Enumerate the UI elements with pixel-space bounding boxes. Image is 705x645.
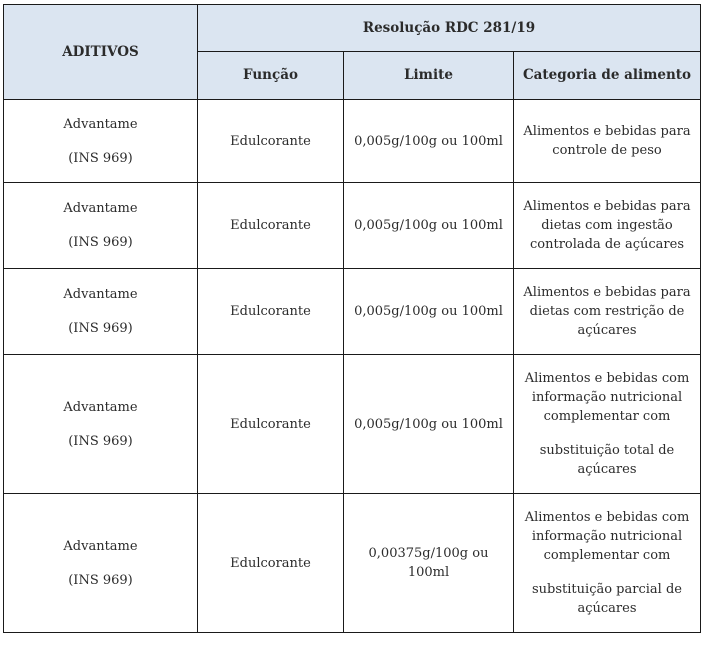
limite-cell: 0,00375g/100g ou 100ml (344, 494, 514, 633)
table-row (4, 494, 701, 633)
header-funcao: Função (198, 52, 344, 100)
funcao-cell: Edulcorante (198, 100, 344, 183)
header-resolucao: Resolução RDC 281/19 (198, 5, 701, 52)
header-limite: Limite (344, 52, 514, 100)
funcao-cell: Edulcorante (198, 494, 344, 633)
aditivo-code: (INS 969) (68, 150, 133, 166)
table-row (4, 100, 701, 183)
header-aditivos: ADITIVOS (4, 5, 198, 100)
funcao-cell: Edulcorante (198, 269, 344, 355)
table-row (4, 183, 701, 269)
limite-cell: 0,005g/100g ou 100ml (344, 355, 514, 494)
aditivo-cell (4, 494, 198, 633)
aditivo-cell (4, 269, 198, 355)
categoria-extra-text: substituição parcial de açúcares (532, 582, 682, 616)
limite-cell: 0,005g/100g ou 100ml (344, 100, 514, 183)
categoria-text: Alimentos e bebidas para controle de peso (523, 124, 691, 158)
additives-table (3, 4, 701, 633)
aditivo-name: Advantame (63, 399, 138, 415)
aditivo-name: Advantame (63, 287, 138, 302)
aditivo-name: Advantame (63, 116, 138, 132)
aditivo-cell (4, 355, 198, 494)
aditivo-cell (4, 183, 198, 269)
categoria-text: Alimentos e bebidas com informação nutricional complementar com (524, 510, 690, 563)
categoria-text: Alimentos e bebidas para dietas com restrição de açúcares (523, 285, 691, 338)
aditivo-code: (INS 969) (68, 235, 133, 250)
aditivo-name: Advantame (63, 538, 138, 554)
table-body (4, 100, 701, 633)
categoria-text: Alimentos e bebidas para dietas com ingestão controlada de açúcares (523, 199, 691, 252)
limite-cell: 0,005g/100g ou 100ml (344, 269, 514, 355)
aditivo-cell (4, 100, 198, 183)
categoria-text: Alimentos e bebidas com informação nutricional complementar com (524, 371, 690, 424)
funcao-cell: Edulcorante (198, 355, 344, 494)
table-row (4, 355, 701, 494)
funcao-cell: Edulcorante (198, 183, 344, 269)
categoria-cell (514, 355, 701, 494)
aditivo-code: (INS 969) (68, 572, 133, 588)
aditivo-code: (INS 969) (68, 433, 133, 449)
categoria-cell (514, 100, 701, 183)
table-header (4, 5, 701, 100)
categoria-extra-text: substituição total de açúcares (539, 443, 675, 477)
header-categoria: Categoria de alimento (514, 52, 701, 100)
aditivo-name: Advantame (63, 201, 138, 216)
categoria-cell (514, 269, 701, 355)
table-row (4, 269, 701, 355)
aditivo-code: (INS 969) (68, 321, 133, 336)
categoria-cell (514, 183, 701, 269)
limite-cell: 0,005g/100g ou 100ml (344, 183, 514, 269)
categoria-cell (514, 494, 701, 633)
